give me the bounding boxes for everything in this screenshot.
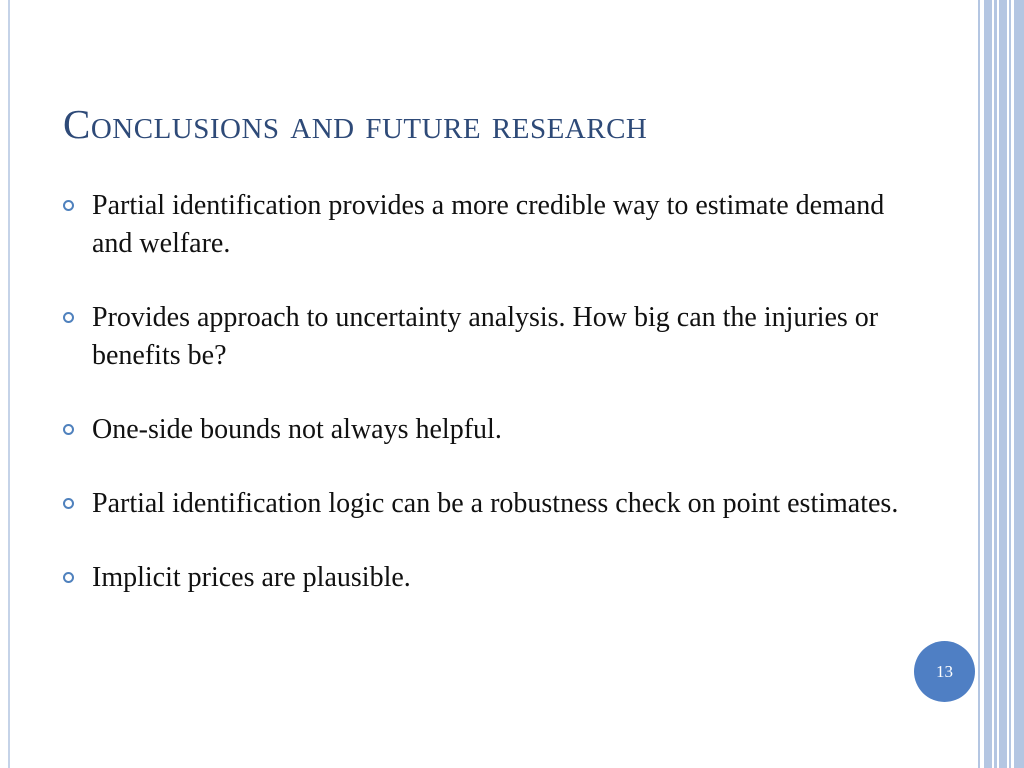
right-stripe <box>984 0 992 768</box>
right-stripe <box>1009 0 1011 768</box>
page-number-badge <box>914 641 975 702</box>
bullet-item <box>60 411 910 449</box>
slide-title: Conclusions and future research <box>63 101 648 147</box>
page-number: 13 <box>936 661 953 681</box>
right-stripe <box>978 0 980 768</box>
right-stripe <box>1014 0 1024 768</box>
bullet-list <box>60 187 910 633</box>
bullet-text: Partial identification provides a more credible way to estimate demand and welfare. <box>92 190 885 259</box>
bullet-item <box>60 559 910 597</box>
bullet-circle-icon <box>63 572 74 583</box>
bullet-text: Partial identification logic can be a robustness check on point estimates. <box>92 488 899 519</box>
right-stripe <box>994 0 997 768</box>
bullet-item <box>60 187 910 263</box>
right-stripe <box>999 0 1007 768</box>
bullet-text: Provides approach to uncertainty analysis. How big can the injuries or benefits be? <box>92 302 879 371</box>
left-border-line <box>8 0 10 768</box>
bullet-circle-icon <box>63 498 74 509</box>
bullet-item <box>60 299 910 375</box>
bullet-circle-icon <box>63 424 74 435</box>
bullet-text: Implicit prices are plausible. <box>92 562 411 593</box>
bullet-text: One-side bounds not always helpful. <box>92 414 502 445</box>
bullet-circle-icon <box>63 200 74 211</box>
bullet-circle-icon <box>63 312 74 323</box>
bullet-item <box>60 485 910 523</box>
